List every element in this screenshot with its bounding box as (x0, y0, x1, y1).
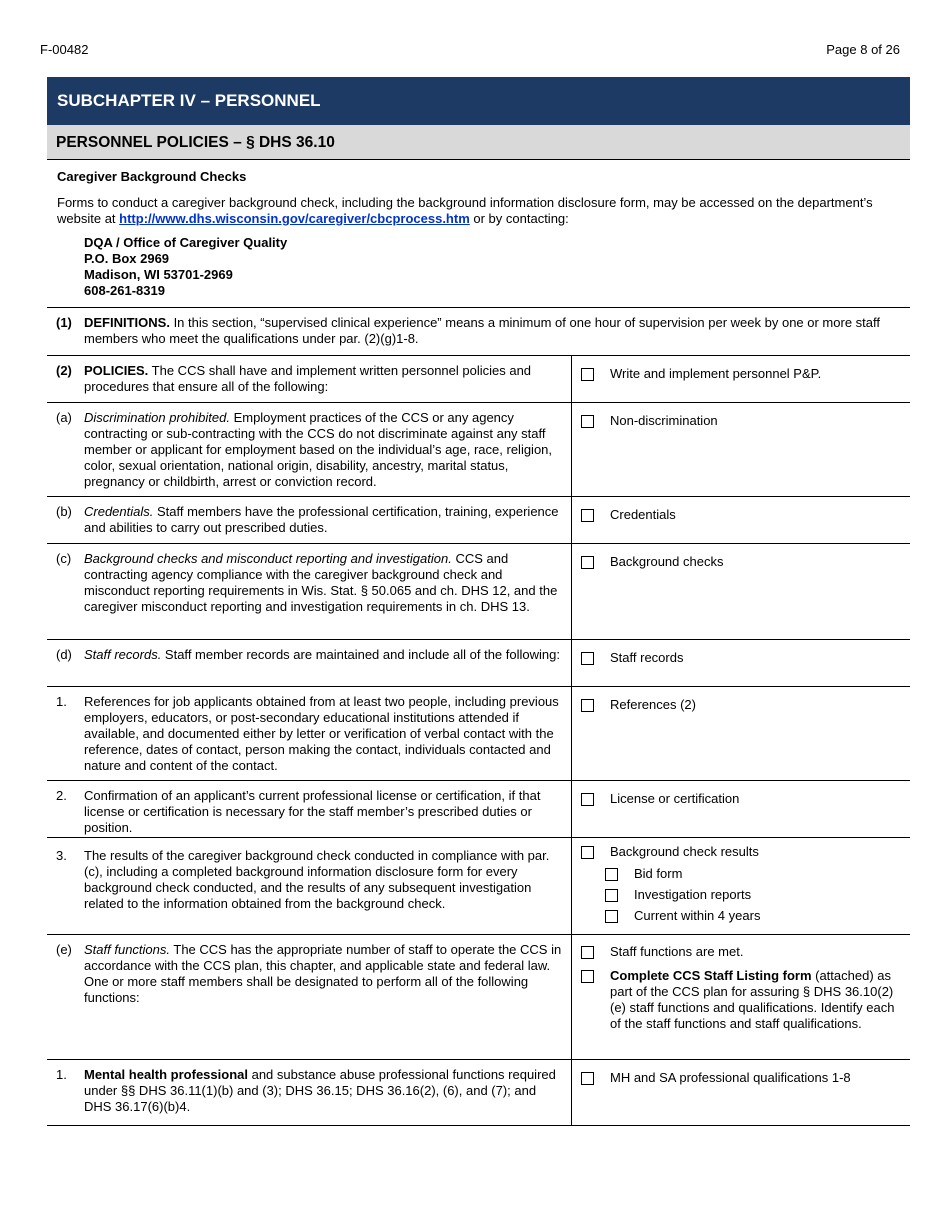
definitions-row (47, 308, 910, 356)
body: Confirmation of an applicant’s current professional license or certification, if that license or certification is necessary for the staff member’s prescribed duties or position. (84, 788, 541, 835)
license-checkbox[interactable] (581, 791, 902, 807)
term: Staff records. (84, 647, 162, 662)
staff-functions-row (47, 935, 910, 1060)
bid-form-checkbox[interactable] (605, 866, 902, 882)
intro-text-after: or by contacting: (469, 211, 569, 226)
checkbox-label: Staff functions are met. (610, 944, 744, 959)
item-number: (c) (56, 551, 72, 566)
term: Discrimination prohibited. (84, 410, 230, 425)
address-line: DQA / Office of Caregiver Quality (84, 235, 288, 250)
contact-address (84, 235, 900, 299)
checkbox-label: References (2) (610, 697, 696, 712)
intro-paragraph (57, 195, 900, 227)
staff-records-row (47, 640, 910, 687)
body: The results of the caregiver background check conducted in compliance with par. (c), including a completed background information disclosure form for every background check conducted, and the results of any subsequent investigation related to the information obtained from the background check. (84, 848, 550, 911)
checkbox[interactable] (581, 846, 594, 859)
body: The CCS has the appropriate number of staff to operate the CCS in accordance with the CCS plan, this chapter, and applicable state and federal law. One or more staff members shall be designated to perform all of the following functions: (84, 942, 562, 1005)
background-check-intro (47, 160, 910, 308)
checkbox-label: MH and SA professional qualifications 1-8 (610, 1070, 851, 1085)
term: POLICIES. (84, 363, 149, 378)
intro-heading: Caregiver Background Checks (57, 169, 247, 184)
checkbox-label: Investigation reports (634, 887, 752, 902)
body: Staff members have the professional certification, training, experience and abilities to carry out prescribed duties. (84, 504, 559, 535)
item-number: (b) (56, 504, 72, 519)
checkbox-label: Non-discrimination (610, 413, 718, 428)
form-id: F-00482 (40, 42, 89, 57)
checkbox[interactable] (581, 946, 594, 959)
checkbox[interactable] (581, 368, 594, 381)
form-name: Complete CCS Staff Listing form (610, 968, 812, 983)
definitions-text (84, 315, 901, 347)
checkbox-label: Background check results (610, 844, 759, 859)
background-results-row (47, 838, 910, 935)
checkbox[interactable] (581, 556, 594, 569)
checkbox[interactable] (605, 868, 618, 881)
item-number: 3. (56, 848, 67, 863)
checkbox-label-rest: (attached) as part of the CCS plan for assuring § DHS 36.10(2)(e) staff functions and qualifications. Identify each of the staff functions and staff qualifications. (610, 968, 895, 1031)
checkbox-label: Credentials (610, 507, 676, 522)
term: DEFINITIONS. (84, 315, 170, 330)
checkbox-label: Staff records (610, 650, 684, 665)
term: Credentials. (84, 504, 154, 519)
item-number: (1) (56, 315, 72, 330)
address-line: Madison, WI 53701-2969 (84, 267, 233, 282)
term: Staff functions. (84, 942, 170, 957)
checkbox[interactable] (581, 699, 594, 712)
checkbox[interactable] (581, 509, 594, 522)
cbc-process-link[interactable]: http://www.dhs.wisconsin.gov/caregiver/cbcprocess.htm (119, 211, 470, 226)
checkbox[interactable] (581, 652, 594, 665)
policies-checkbox[interactable] (581, 366, 902, 382)
references-row (47, 687, 910, 781)
term: Mental health professional (84, 1067, 248, 1082)
item-number: 2. (56, 788, 67, 803)
body: In this section, “supervised clinical experience” means a minimum of one hour of supervision per week by one or more staff members who meet the qualifications under par. (2)(g)1-8. (84, 315, 880, 346)
body: CCS and contracting agency compliance with the caregiver background check and misconduct reporting requirements in Wis. Stat. § 50.065 and ch. DHS 12, and the caregiver misconduct reporting and investigation requirements in ch. DHS 13. (84, 551, 558, 614)
credentials-checkbox[interactable] (581, 507, 902, 523)
background-results-checkbox[interactable] (581, 844, 902, 860)
intro-text-before: Forms to conduct a caregiver background check, including the background information disclosure form, may be accessed on the department’s website at (57, 195, 873, 226)
body: Staff member records are maintained and include all of the following: (161, 647, 560, 662)
checkbox-label: Write and implement personnel P&P. (610, 366, 822, 381)
checkbox[interactable] (605, 910, 618, 923)
checkbox-label: License or certification (610, 791, 740, 806)
item-number: (2) (56, 363, 72, 378)
investigation-reports-checkbox[interactable] (605, 887, 902, 903)
item-number: (e) (56, 942, 72, 957)
body: Employment practices of the CCS or any agency contracting or sub-contracting with the CCS do not discriminate against any staff member or applicant for employment based on the individual’s age, race, religion, color, sexual orientation, national origin, disability, ancestry, marital status, pregnancy or childbirth, arrest or conviction record. (84, 410, 553, 489)
checkbox-label: Background checks (610, 554, 724, 569)
item-number: 1. (56, 1067, 67, 1082)
term: Background checks and misconduct reporting and investigation. (84, 551, 452, 566)
staff-listing-form-checkbox[interactable] (581, 968, 902, 1032)
checkbox[interactable] (581, 415, 594, 428)
item-number: 1. (56, 694, 67, 709)
license-row (47, 781, 910, 838)
page-header (40, 42, 900, 60)
discrimination-row (47, 403, 910, 497)
references-checkbox[interactable] (581, 697, 902, 713)
page-number: Page 8 of 26 (826, 42, 900, 57)
background-checks-checkbox[interactable] (581, 554, 902, 570)
item-number: (a) (56, 410, 72, 425)
checkbox-label: Current within 4 years (634, 908, 761, 923)
checkbox[interactable] (605, 889, 618, 902)
checkbox[interactable] (581, 793, 594, 806)
chapter-banner: SUBCHAPTER IV – PERSONNEL (47, 77, 910, 125)
form-sheet (47, 77, 910, 1126)
staff-records-checkbox[interactable] (581, 650, 902, 666)
body: References for job applicants obtained from at least two people, including previous employers, educators, or post-secondary educational institutions attended if available, and documented either by letter or verification of verbal contact with the reference, dates of contact, person making the contact, individuals contacted and nature and content of the contact. (84, 694, 559, 773)
address-line: P.O. Box 2969 (84, 251, 170, 266)
credentials-row (47, 497, 910, 544)
address-phone: 608-261-8319 (84, 283, 165, 298)
mh-sa-qualifications-checkbox[interactable] (581, 1070, 902, 1086)
item-number: (d) (56, 647, 72, 662)
checkbox[interactable] (581, 1072, 594, 1085)
checkbox[interactable] (581, 970, 594, 983)
policies-row (47, 356, 910, 403)
body: and substance abuse professional functions required under §§ DHS 36.11(1)(b) and (3); DHS 36.15; DHS 36.16(2), (6), and (7); and DHS 36.17(6)(b)4. (84, 1067, 556, 1114)
background-checks-row (47, 544, 910, 640)
checkbox-label: Bid form (634, 866, 683, 881)
body: The CCS shall have and implement written personnel policies and procedures that ensure all of the following: (84, 363, 532, 394)
staff-functions-checkbox[interactable] (581, 944, 902, 960)
section-banner: PERSONNEL POLICIES – § DHS 36.10 (47, 125, 910, 160)
non-discrimination-checkbox[interactable] (581, 413, 902, 429)
current-within-4-years-checkbox[interactable] (605, 908, 902, 924)
mh-professional-row (47, 1060, 910, 1126)
checkbox-label (610, 968, 902, 1032)
